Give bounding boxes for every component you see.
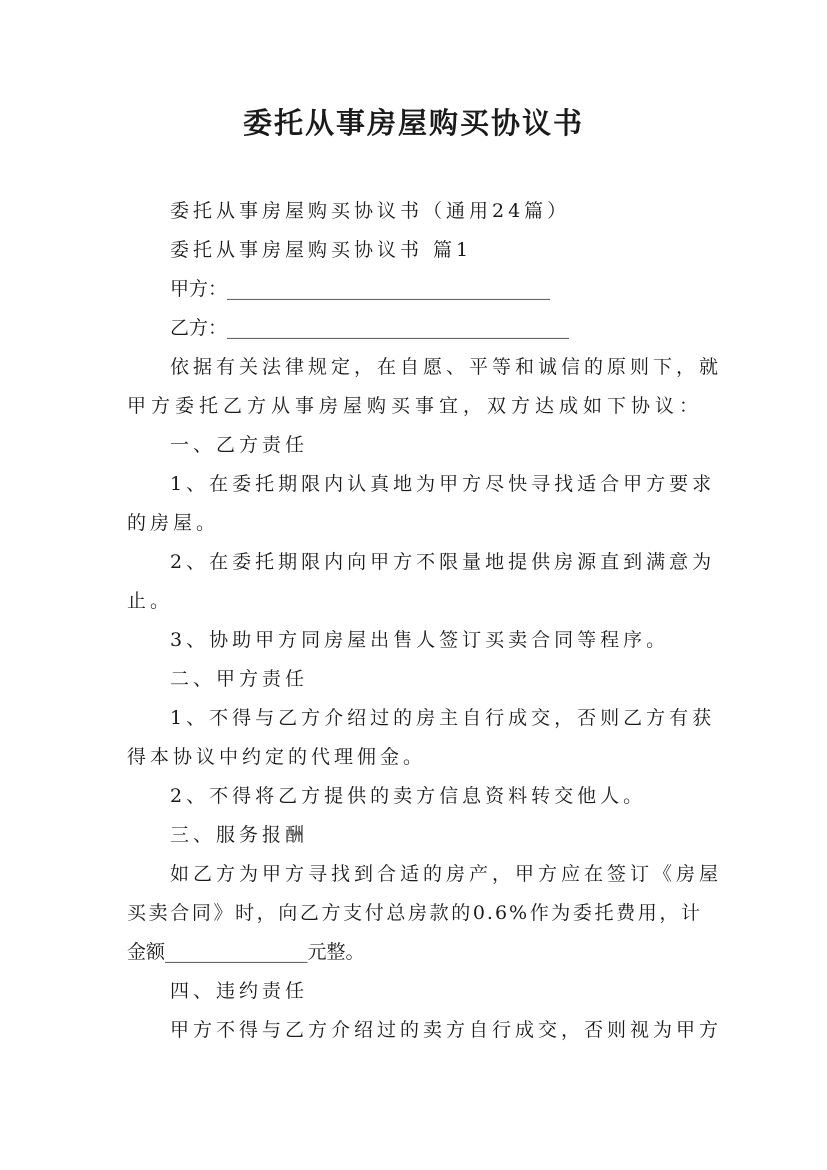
paragraph-line: 止。 bbox=[127, 590, 174, 612]
paragraph-line: 金额_______________元整。 bbox=[127, 941, 365, 963]
paragraph-line: 依据有关法律规定，在自愿、平等和诚信的原则下，就 bbox=[170, 356, 723, 378]
clause-heading: 一、乙方责任 bbox=[170, 434, 309, 456]
section-heading-line: 委托从事房屋购买协议书 篇1 bbox=[170, 239, 473, 261]
paragraph-line: 得本协议中约定的代理佣金。 bbox=[127, 746, 427, 768]
paragraph-line: 如乙方为甲方寻找到合适的房产，甲方应在签订《房屋 bbox=[170, 863, 723, 885]
party-b-line: 乙方：____________________________________ bbox=[170, 317, 570, 339]
paragraph-line: 甲方不得与乙方介绍过的卖方自行成交，否则视为甲方 bbox=[170, 1019, 723, 1041]
paragraph-line: 甲方委托乙方从事房屋购买事宜，双方达成如下协议： bbox=[127, 395, 702, 417]
clause-heading: 三、服务报酬 bbox=[170, 824, 309, 846]
paragraph-line: 1、不得与乙方介绍过的房主自行成交，否则乙方有获 bbox=[170, 707, 716, 729]
paragraph-line: 2、不得将乙方提供的卖方信息资料转交他人。 bbox=[170, 785, 647, 807]
clause-heading: 二、甲方责任 bbox=[170, 668, 309, 690]
paragraph-line: 买卖合同》时，向乙方支付总房款的0.6%作为委托费用，计 bbox=[127, 902, 702, 924]
paragraph-line: 的房屋。 bbox=[127, 512, 220, 534]
clause-heading: 四、违约责任 bbox=[170, 980, 309, 1002]
party-a-line: 甲方：__________________________________ bbox=[170, 278, 551, 300]
document-title: 委托从事房屋购买协议书 bbox=[242, 106, 584, 140]
paragraph-line: 1、在委托期限内认真地为甲方尽快寻找适合甲方要求 bbox=[170, 473, 716, 495]
paragraph-line: 3、协助甲方同房屋出售人签订买卖合同等程序。 bbox=[170, 629, 670, 651]
subtitle-line: 委托从事房屋购买协议书（通用24篇） bbox=[170, 200, 571, 222]
paragraph-line: 2、在委托期限内向甲方不限量地提供房源直到满意为 bbox=[170, 551, 716, 573]
